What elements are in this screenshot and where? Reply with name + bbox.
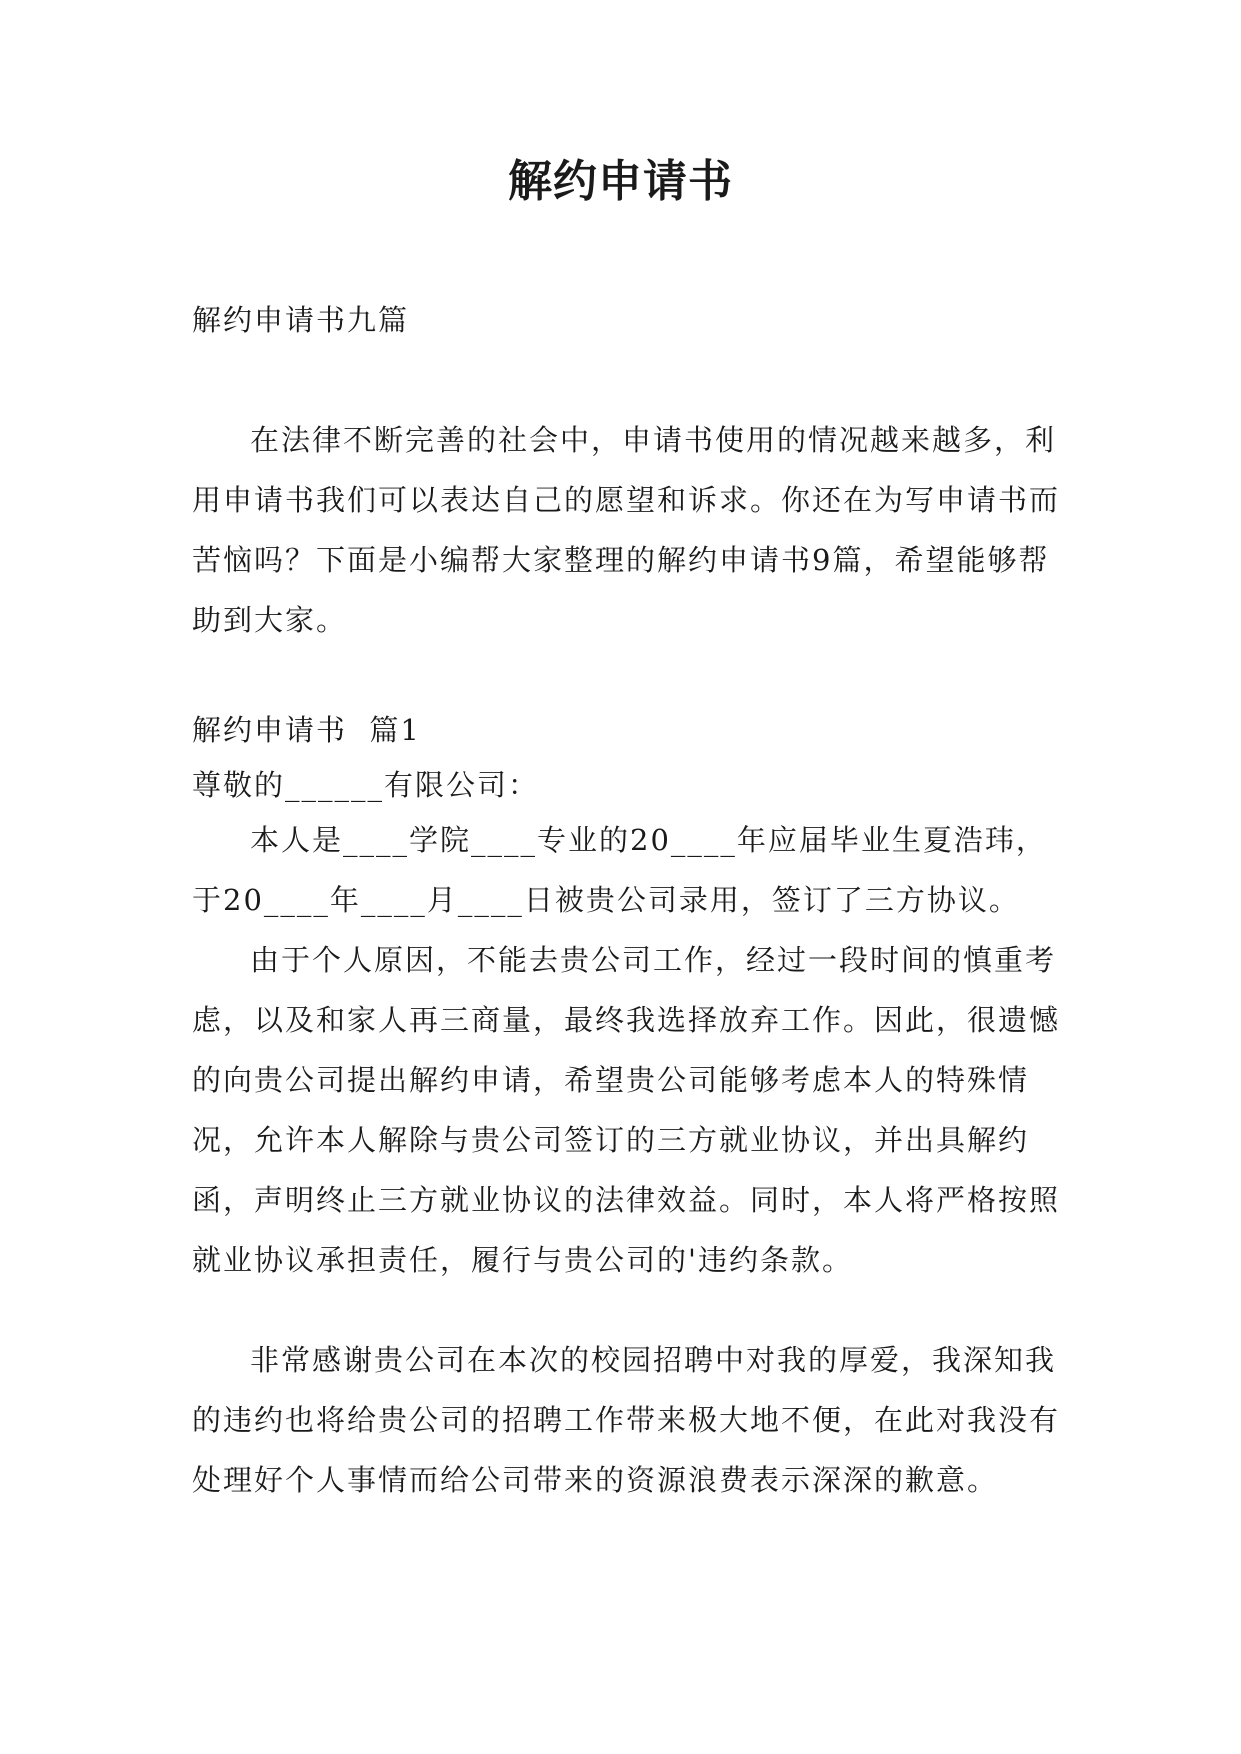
section-heading: 解约申请书 篇1 xyxy=(192,713,421,747)
document-subtitle: 解约申请书九篇 xyxy=(192,303,410,337)
body-paragraph-3: 非常感谢贵公司在本次的校园招聘中对我的厚爱，我深知我的违约也将给贵公司的招聘工作带来极大地不便，在此对我没有处理好个人事情而给公司带来的资源浪费表示深深的歉意。 xyxy=(192,1343,1061,1497)
body-paragraph-1: 本人是____学院____专业的20____年应届毕业生夏浩玮，于20____年____月____日被贵公司录用，签订了三方协议。 xyxy=(192,823,1047,917)
salutation: 尊敬的______有限公司： xyxy=(192,768,540,802)
body-paragraph-2: 由于个人原因，不能去贵公司工作，经过一段时间的慎重考虑，以及和家人再三商量，最终我选择放弃工作。因此，很遗憾的向贵公司提出解约申请，希望贵公司能够考虑本人的特殊情况，允许本人解除与贵公司签订的三方就业协议，并出具解约函，声明终止三方就业协议的法律效益。同时，本人将严格按照就业协议承担责任，履行与贵公司的'违约条款。 xyxy=(192,943,1061,1277)
document-title: 解约申请书 xyxy=(508,156,733,207)
intro-paragraph: 在法律不断完善的社会中，申请书使用的情况越来越多，利用申请书我们可以表达自己的愿望和诉求。你还在为写申请书而苦恼吗？下面是小编帮大家整理的解约申请书9篇，希望能够帮助到大家。 xyxy=(192,423,1061,637)
